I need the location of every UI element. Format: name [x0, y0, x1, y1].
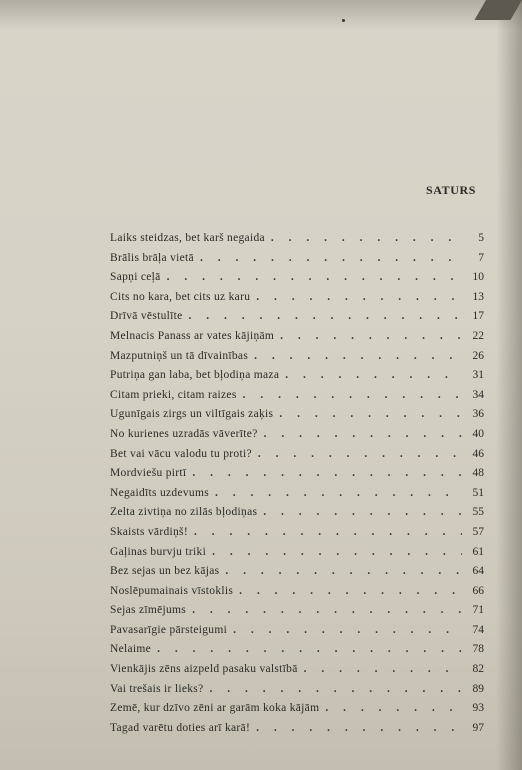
toc-entry	[110, 526, 484, 546]
toc-leader-dots	[243, 389, 462, 401]
toc-entry-page: 66	[472, 584, 484, 597]
ink-speck	[342, 19, 345, 22]
toc-entry-page: 97	[472, 721, 484, 734]
toc-entry-title: Mordviešu pirtī	[110, 467, 187, 480]
toc-entry-title: Skaists vārdiņš!	[110, 525, 188, 538]
toc-entry-title: Drīvā vēstulīte	[110, 310, 183, 323]
toc-leader-dots	[233, 624, 462, 636]
toc-entry	[110, 252, 484, 272]
toc-entry-title: Pavasarīgie pārsteigumi	[110, 623, 228, 636]
toc-leader-dots	[157, 643, 462, 655]
toc-leader-dots	[271, 232, 462, 244]
toc-entry	[110, 271, 484, 291]
toc-leader-dots	[189, 310, 462, 322]
toc-entry-page: 64	[472, 565, 484, 578]
right-shadow	[496, 0, 522, 770]
toc-entry-title: Sejas zīmējums	[110, 604, 187, 617]
toc-leader-dots	[215, 487, 462, 499]
toc-entry-title: Tagad varētu doties arī karā!	[110, 721, 251, 734]
toc-entry-page: 36	[472, 408, 484, 421]
toc-entry	[110, 722, 484, 742]
toc-leader-dots	[209, 683, 462, 695]
toc-leader-dots	[194, 526, 462, 538]
toc-entry-page: 31	[472, 369, 484, 382]
toc-leader-dots	[167, 271, 462, 283]
toc-leader-dots	[258, 448, 462, 460]
toc-entry-title: Noslēpumainais vīstoklis	[110, 584, 234, 597]
toc-entry	[110, 232, 484, 252]
toc-leader-dots	[192, 604, 462, 616]
toc-entry-title: Brālis brāļa vietā	[110, 251, 194, 264]
toc-entry-page: 61	[472, 545, 484, 558]
toc-leader-dots	[285, 369, 462, 381]
toc-entry-page: 57	[472, 525, 484, 538]
toc-entry	[110, 467, 484, 487]
toc-entry-page: 46	[472, 447, 484, 460]
toc-entry-title: Ugunīgais zirgs un viltīgais zaķis	[110, 408, 274, 421]
toc-entry	[110, 683, 484, 703]
toc-leader-dots	[212, 546, 462, 558]
toc-entry	[110, 487, 484, 507]
toc-entry-page: 40	[472, 427, 484, 440]
toc-entry-title: Gaļinas burvju triki	[110, 545, 207, 558]
toc-entry	[110, 643, 484, 663]
toc-entry-page: 51	[472, 486, 484, 499]
toc-entry-page: 71	[472, 604, 484, 617]
toc-entry-title: Vai trešais ir lieks?	[110, 682, 204, 695]
toc-leader-dots	[225, 565, 462, 577]
toc-leader-dots	[256, 722, 462, 734]
toc-entry-title: Bez sejas un bez kājas	[110, 565, 220, 578]
toc-leader-dots	[200, 252, 462, 264]
toc-leader-dots	[279, 408, 462, 420]
toc-entry-page: 89	[472, 682, 484, 695]
toc-entry-page: 55	[472, 506, 484, 519]
toc-entry-title: Cits no kara, bet cits uz karu	[110, 290, 251, 303]
toc-leader-dots	[239, 585, 462, 597]
toc-leader-dots	[280, 330, 462, 342]
toc-leader-dots	[192, 467, 462, 479]
toc-leader-dots	[304, 663, 462, 675]
toc-entry	[110, 565, 484, 585]
toc-entry-title: No kurienes uzradās vāverīte?	[110, 427, 258, 440]
table-of-contents	[110, 232, 484, 741]
toc-entry-title: Bet vai vācu valodu tu proti?	[110, 447, 252, 460]
top-shadow	[0, 0, 522, 30]
toc-entry-page: 48	[472, 467, 484, 480]
toc-entry-page: 74	[472, 623, 484, 636]
toc-entry	[110, 624, 484, 644]
toc-entry	[110, 350, 484, 370]
toc-entry	[110, 369, 484, 389]
toc-entry	[110, 585, 484, 605]
toc-entry-title: Citam prieki, citam raizes	[110, 388, 237, 401]
toc-entry	[110, 448, 484, 468]
toc-entry	[110, 389, 484, 409]
toc-entry	[110, 428, 484, 448]
toc-entry	[110, 310, 484, 330]
toc-entry	[110, 506, 484, 526]
toc-entry-title: Putriņa gan laba, bet bļodiņa maza	[110, 369, 280, 382]
toc-entry-page: 10	[472, 271, 484, 284]
toc-entry	[110, 702, 484, 722]
toc-entry	[110, 604, 484, 624]
toc-entry-page: 78	[472, 643, 484, 656]
toc-entry-title: Negaidīts uzdevums	[110, 486, 209, 499]
toc-entry	[110, 663, 484, 683]
toc-entry-title: Laiks steidzas, bet karš negaida	[110, 232, 265, 244]
toc-entry-page: 82	[472, 663, 484, 676]
toc-entry-title: Mazputniņš un tā dīvainības	[110, 349, 249, 362]
toc-entry-page: 22	[472, 329, 484, 342]
toc-entry-page: 13	[472, 290, 484, 303]
toc-entry-page: 5	[478, 232, 484, 244]
toc-leader-dots	[325, 702, 462, 714]
toc-entry-page: 26	[472, 349, 484, 362]
toc-leader-dots	[263, 506, 462, 518]
toc-entry-title: Sapņi ceļā	[110, 271, 161, 284]
toc-entry	[110, 408, 484, 428]
toc-entry-page: 7	[478, 251, 484, 264]
toc-entry-title: Nelaime	[110, 643, 152, 656]
toc-entry	[110, 330, 484, 350]
toc-leader-dots	[256, 291, 462, 303]
toc-leader-dots	[254, 350, 462, 362]
toc-entry-page: 34	[472, 388, 484, 401]
toc-entry-title: Vienkājis zēns aizpeld pasaku valstībā	[110, 663, 298, 676]
toc-entry	[110, 546, 484, 566]
toc-entry-page: 17	[472, 310, 484, 323]
toc-entry	[110, 291, 484, 311]
contents-heading: SATURS	[426, 183, 477, 197]
toc-entry-title: Melnacis Panass ar vates kājiņām	[110, 329, 275, 342]
toc-entry-title: Zemē, kur dzīvo zēni ar garām koka kājām	[110, 702, 320, 715]
toc-entry-page: 93	[472, 702, 484, 715]
toc-entry-title: Zelta zivtiņa no zilās bļodiņas	[110, 506, 258, 519]
toc-leader-dots	[264, 428, 462, 440]
